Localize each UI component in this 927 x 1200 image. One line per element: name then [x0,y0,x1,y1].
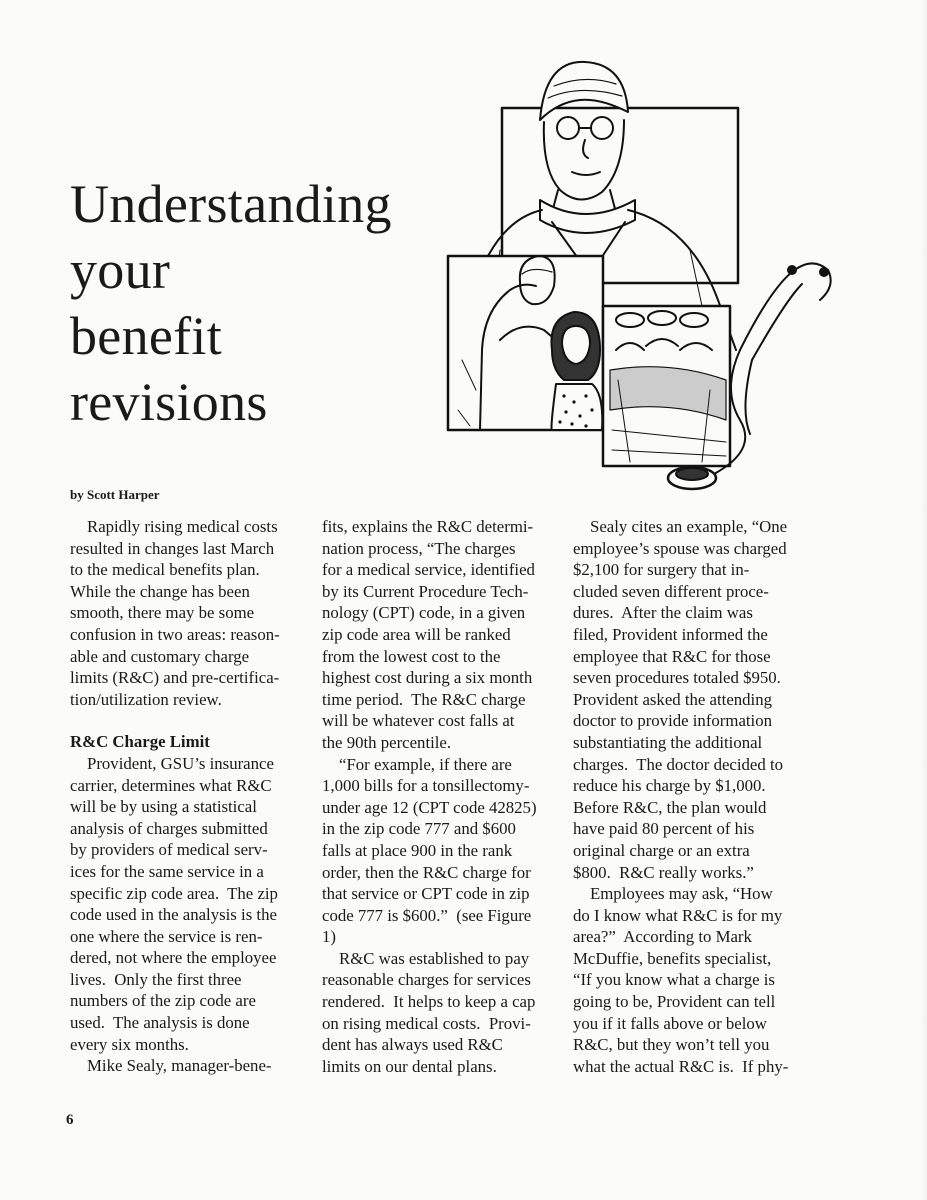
page-number: 6 [66,1112,74,1128]
col2-paragraph-3: R&C was established to pay reasonable charges for services rendered. It helps to keep a cap on rising medical costs. Provi- dent has always used R&C limits on our dental plans. [322,948,536,1076]
col3-paragraph-2: Employees may ask, “How do I know what R&C is for my area?” According to Mark McDuffie, benefits specialist, “If you know what a charge is going to be, Provident can tell you if it falls above or below R&C, but they won’t tell you what the actual R&C is. If phy- [573,884,789,1076]
column-2 [322,516,554,1077]
section-heading-rc-charge-limit: R&C Charge Limit [70,732,210,752]
medical-illustration [440,50,840,500]
title-line-2: your [70,240,171,301]
page-edge [921,0,927,1200]
article-title [70,171,450,435]
title-line-4: revisions [70,372,268,433]
col1-paragraph-1: Rapidly rising medical costs resulted in changes last March to the medical benefits plan. While the change has been smooth, there may be some confusion in two areas: reason- able and customary charge limits (R&C) and pre-certifica- tion/utilization review. [70,517,280,709]
col1-paragraph-2: Provident, GSU’s insurance carrier, determines what R&C will be by using a statistical analysis of charges submitted by providers of medical serv- ices for the same service in a specific zip code area. The zip code used in the analysis is the one where the service is ren- dered, not where the employee lives. Only the first three numbers of the zip code are used. The analysis is done every six months. [70,753,278,1054]
column-1 [70,516,302,1077]
title-line-1: Understanding [70,174,392,235]
col2-paragraph-2: “For example, if there are 1,000 bills for a tonsillectomy- under age 12 (CPT code 42825) in the zip code 777 and $600 falls at place 900 in the rank order, then the R&C charge for that service or CPT code in zip code 777 is $600.” (see Figure 1) [322,754,537,947]
column-3 [573,516,805,1077]
col2-paragraph-1: fits, explains the R&C determi- nation process, “The charges for a medical service, identified by its Current Procedure Tech- nology (CPT) code, in a given zip code area will be ranked from the lowest cost to the highest cost during a six month time period. The R&C charge will be whatever cost falls at the 90th percentile. [322,517,535,752]
col1-paragraph-3: Mike Sealy, manager-bene- [87,1056,272,1076]
byline: by Scott Harper [70,487,160,502]
col3-paragraph-1: Sealy cites an example, “One employee’s spouse was charged $2,100 for surgery that in- cluded seven different proce- dures. After the claim was filed, Provident informed the employee that R&C for those seven procedures totaled $950. Provident asked the attending doctor to provide information substantiating the additional charges. The doctor decided to reduce his charge by $1,000. Before R&C, the plan would have paid 80 percent of his original charge or an extra $800. R&C really works.” [573,517,788,882]
title-line-3: benefit [70,306,223,367]
